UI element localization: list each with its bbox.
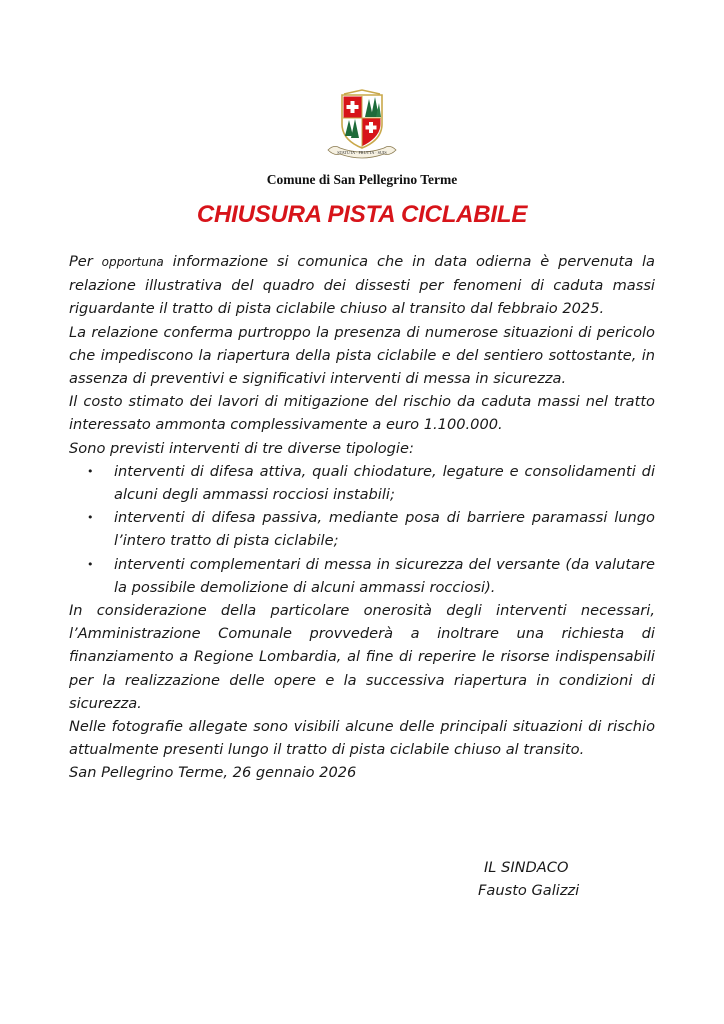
intro-prefix: Per xyxy=(69,253,102,270)
bullet-icon: • xyxy=(87,511,94,525)
list-item-text: interventi di difesa attiva, quali chiodature, legature e consolidamenti di alcuni degli ammassi rocciosi instabili; xyxy=(114,462,655,504)
page-title: CHIUSURA PISTA CICLABILE xyxy=(196,201,528,228)
municipality-name: Comune di San Pellegrino Terme xyxy=(266,172,458,187)
logo-motto: STATUTA · FRUTTA · SUIS xyxy=(337,150,387,155)
intervention-list xyxy=(69,460,655,599)
paragraph-funding: In considerazione della particolare onerosità degli interventi necessari, l’Amministrazione Comunale provvederà a inoltrare una richiesta di finanziamento a Regione Lombardia, al fine di reperire le risorse indispensabili per la realizzazione delle opere e la successiva riapertura in condizioni di sicurezza. xyxy=(69,602,655,712)
paragraph-report: La relazione conferma purtroppo la presenza di numerose situazioni di pericolo che impediscono la riapertura della pista ciclabile e del sentiero sottostante, in assenza di preventivi e significativi interventi di messa in sicurezza. xyxy=(69,323,655,388)
list-item xyxy=(87,460,655,506)
intro-small-word: opportuna xyxy=(101,255,164,269)
notice-body xyxy=(69,250,655,785)
signature-name: Fausto Galizzi xyxy=(478,882,580,900)
signature-block xyxy=(478,856,579,902)
bullet-icon: • xyxy=(87,557,94,571)
intro-rest: informazione si comunica che in data odierna è pervenuta la relazione illustrativa del quadro dei dissesti per fenomeni di caduta massi riguardante il tratto di pista ciclabile chiuso al transito dal febbraio 2025. xyxy=(69,253,656,318)
signature-role: IL SINDACO xyxy=(484,859,569,876)
bullet-icon: • xyxy=(87,464,94,478)
paragraph-intro xyxy=(69,250,655,321)
paragraph-cost: Il costo stimato dei lavori di mitigazione del rischio da caduta massi nel tratto interessato ammonta complessivamente a euro 1.100.000. xyxy=(69,393,655,434)
paragraph-photos: Nelle fotografie allegate sono visibili alcune delle principali situazioni di rischio attualmente presenti lungo il tratto di pista ciclabile chiuso al transito. xyxy=(69,718,655,759)
list-item-text: interventi complementari di messa in sicurezza del versante (da valutare la possibile demolizione di alcuni ammassi rocciosi). xyxy=(114,555,655,596)
paragraph-types-intro: Sono previsti interventi di tre diverse tipologie: xyxy=(69,439,414,457)
place-and-date: San Pellegrino Terme, 26 gennaio 2026 xyxy=(69,764,357,782)
list-item xyxy=(87,553,655,599)
coat-of-arms-icon xyxy=(322,86,402,162)
list-item xyxy=(87,506,655,552)
list-item-text: interventi di difesa passiva, mediante posa di barriere paramassi lungo l’intero tratto di pista ciclabile; xyxy=(114,509,655,550)
